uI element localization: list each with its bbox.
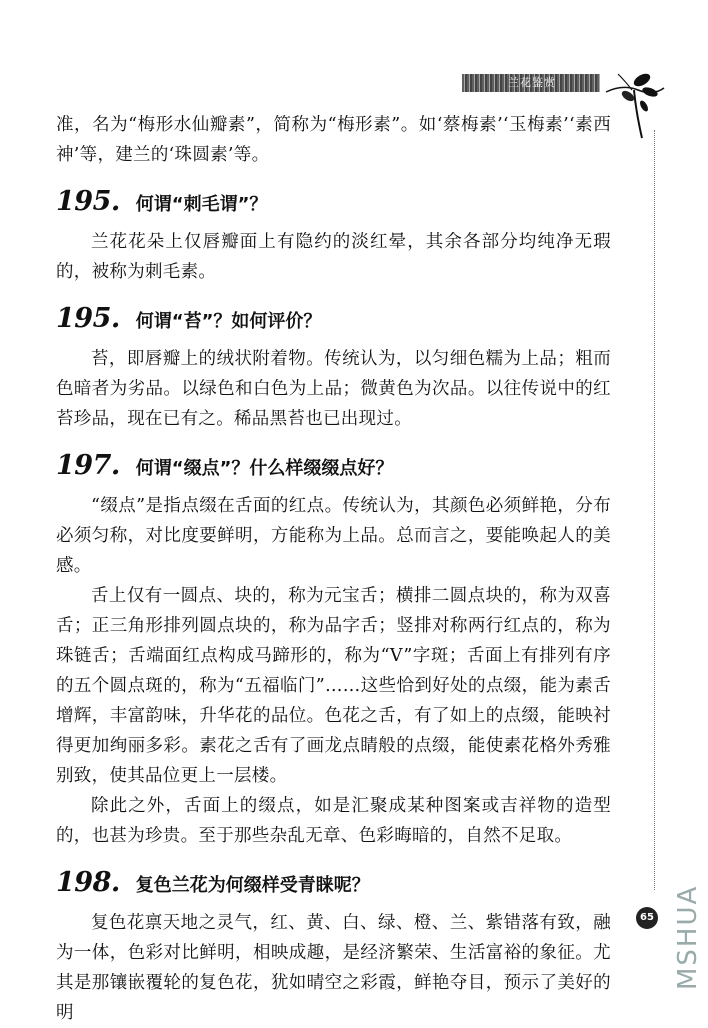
question-number: 198.: [56, 867, 120, 898]
question-title: 何谓“苔”？如何评价？: [135, 311, 322, 332]
question-number: 195.: [56, 186, 120, 217]
question-heading-198: [56, 867, 611, 898]
watermark-text: MSHUA: [673, 884, 703, 990]
answer-paragraph: “缀点”是指点缀在舌面的红点。传统认为，其颜色必须鲜艳，分布必须匀称，对比度要鲜明，方能称为上品。总而言之，要能唤起人的美感。: [56, 496, 611, 576]
main-text: [56, 110, 611, 1028]
question-heading-197: [56, 450, 611, 481]
answer-paragraph: 复色花禀天地之灵气，红、黄、白、绿、橙、兰、紫错落有致，融为一体，色彩对比鲜明，相映成趣，是经济繁荣、生活富裕的象征。尤其是那镶嵌覆轮的复色花，犹如晴空之彩霞，鲜艳夺目，预示了美好的明: [56, 913, 611, 1023]
question-title: 复色兰花为何缀样受青睐呢？: [135, 875, 370, 896]
question-heading-195a: [56, 186, 611, 217]
answer-paragraph: 兰花花朵上仅唇瓣面上有隐约的淡红晕，其余各部分均纯净无瑕的，被称为刺毛素。: [56, 232, 611, 282]
question-title: 何谓“刺毛谓”？: [135, 194, 268, 215]
margin-dotted-line: [654, 130, 655, 890]
question-heading-195b: [56, 303, 611, 334]
paragraph-continued: 准，名为“梅形水仙瓣素”，简称为“梅形素”。如‘蔡梅素’‘玉梅素’‘素西神’等，建兰的‘珠圆素’等。: [56, 115, 611, 165]
question-number: 197.: [56, 450, 120, 481]
header-banner-text: 兰花鉴赏: [508, 76, 556, 89]
answer-paragraph: 苔，即唇瓣上的绒状附着物。传统认为，以匀细色糯为上品；粗而色暗者为劣品。以绿色和白色为上品；微黄色为次品。以往传说中的红苔珍品，现在已有之。稀品黑苔也已出现过。: [56, 349, 611, 429]
answer-paragraph: 舌上仅有一圆点、块的，称为元宝舌；横排二圆点块的，称为双喜舌；正三角形排列圆点块的，称为品字舌；竖排对称两行红点的，称为珠链舌；舌端面红点构成马蹄形的，称为“V”字斑；舌面上有排列有序的五个圆点斑的，称为“五福临门”……这些恰到好处的点缀，能为素舌增辉，丰富韵味，升华花的品位。色花之舌，有了如上的点缀，能映衬得更加绚丽多彩。素花之舌有了画龙点睛般的点缀，能使素花格外秀雅别致，使其品位更上一层楼。: [56, 586, 611, 786]
question-title: 何谓“缀点”？什么样缀缀点好？: [135, 458, 394, 479]
answer-paragraph: 除此之外，舌面上的缀点，如是汇聚成某种图案或吉祥物的造型的，也甚为珍贵。至于那些杂乱无章、色彩晦暗的，自然不足取。: [56, 796, 611, 846]
page-number-badge: 65: [636, 907, 658, 929]
question-number: 195.: [56, 303, 120, 334]
